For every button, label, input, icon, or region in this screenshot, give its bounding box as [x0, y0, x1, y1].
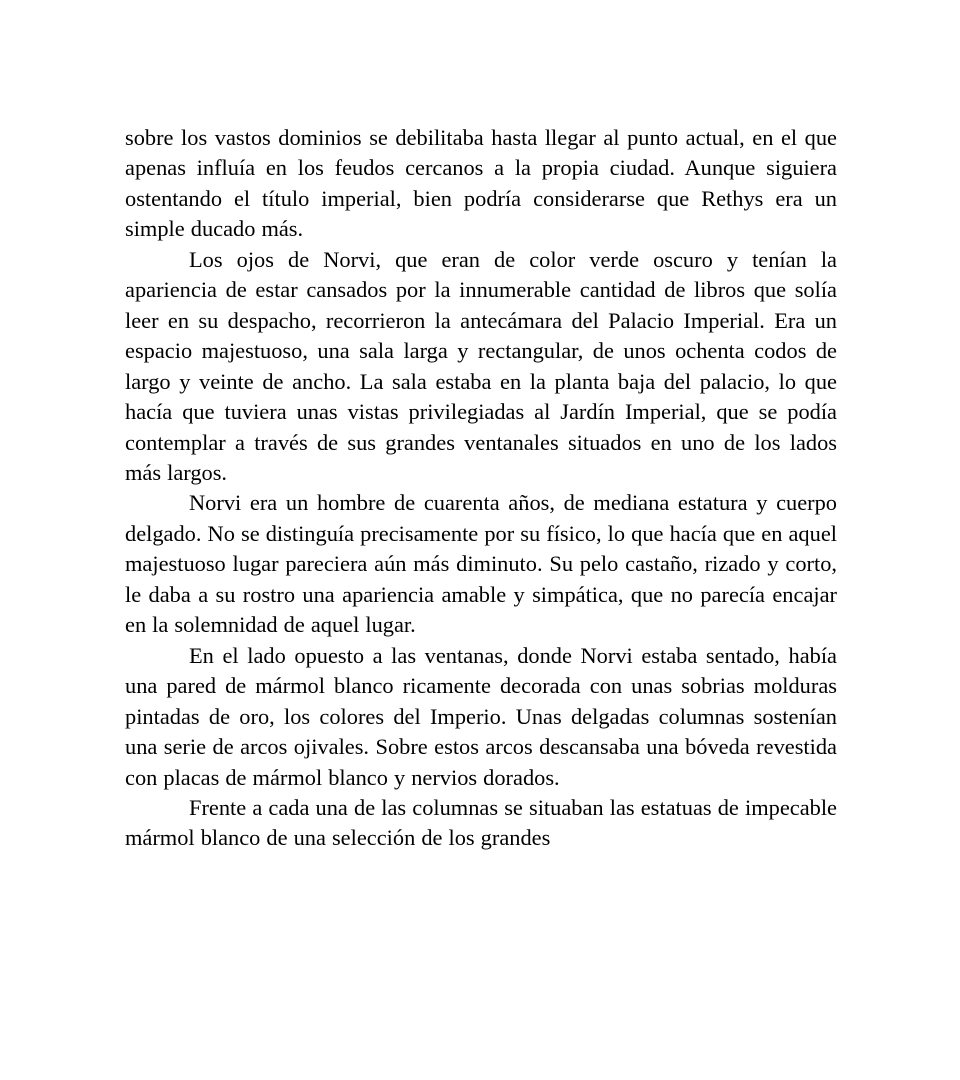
- paragraph: Norvi era un hombre de cuarenta años, de mediana estatura y cuerpo delgado. No se distinguía precisamente por su físico, lo que hacía que en aquel majestuoso lugar pareciera aún más diminuto. Su pelo castaño, rizado y corto, le daba a su rostro una apariencia amable y simpática, que no parecía encajar en la solemnidad de aquel lugar.: [125, 490, 837, 638]
- paragraph: sobre los vastos dominios se debilitaba hasta llegar al punto actual, en el que apenas influía en los feudos cercanos a la propia ciudad. Aunque siguiera ostentando el título imperial, bien podría considerarse que Rethys era un simple ducado más.: [125, 125, 837, 242]
- paragraph: Frente a cada una de las columnas se situaban las estatuas de impecable mármol blanco de una selección de los grandes: [125, 794, 837, 851]
- paragraph: En el lado opuesto a las ventanas, donde Norvi estaba sentado, había una pared de mármol blanco ricamente decorada con unas sobrias molduras pintadas de oro, los colores del Imperio. Unas delgadas columnas sostenían una serie de arcos ojivales. Sobre estos arcos descansaba una bóveda revestida con placas de mármol blanco y nervios dorados.: [125, 642, 837, 790]
- paragraph: Los ojos de Norvi, que eran de color verde oscuro y tenían la apariencia de estar cansados por la innumerable cantidad de libros que solía leer en su despacho, recorrieron la antecámara del Palacio Imperial. Era un espacio majestuoso, una sala larga y rectangular, de unos ochenta codos de largo y veinte de ancho. La sala estaba en la planta baja del palacio, lo que hacía que tuviera unas vistas privilegiadas al Jardín Imperial, que se podía contemplar a través de sus grandes ventanales situados en uno de los lados más largos.: [125, 246, 837, 485]
- page-text: [125, 123, 837, 854]
